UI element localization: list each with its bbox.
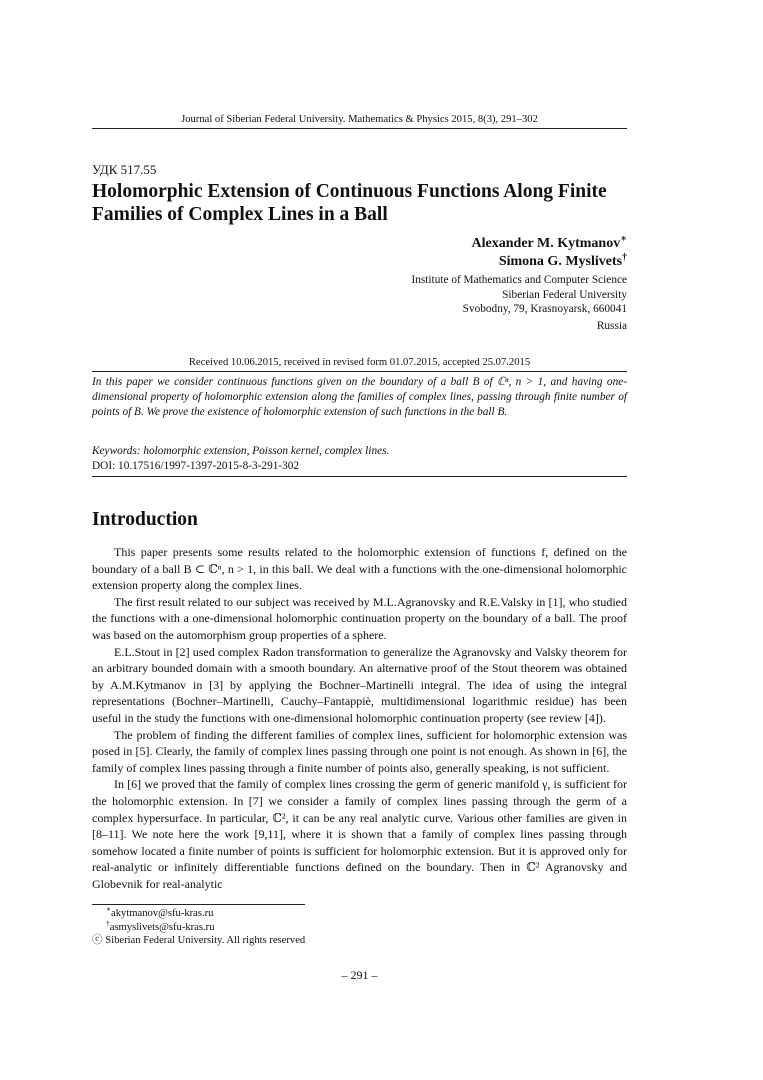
author-2-mark: †: [622, 251, 627, 263]
received-dates: Received 10.06.2015, received in revised form 01.07.2015, accepted 25.07.2015: [188, 357, 531, 368]
author-1-mark: ∗: [620, 233, 627, 245]
footnotes: [92, 904, 306, 948]
footnote-rule: [92, 904, 305, 905]
author-1-name: Alexander M. Kytmanov: [471, 236, 621, 251]
paragraph-2: The first result related to our subject was received by M.L.Agranovsky and R.E.Valsky in [1], who studied the functions with a one-dimensional holomorphic continuation property on the boundary of a ball. The proof was based on the automorphism group properties of a sphere.: [92, 594, 627, 642]
running-header: Journal of Siberian Federal University. Mathematics & Physics 2015, 8(3), 291–302: [181, 114, 538, 125]
footnote-2-mark: †: [106, 917, 110, 927]
paragraph-1: This paper presents some results related to the holomorphic extension of functions f, defined on the boundary of a ball B ⊂ ℂⁿ, n > 1, in this ball. We deal with a functions with the one-dimensional holomorphic extension property along the complex lines.: [92, 545, 627, 593]
keywords-block: [92, 444, 627, 474]
keywords: [92, 444, 627, 459]
author-2-name: Simona G. Myslivets: [498, 254, 623, 269]
keywords-text: holomorphic extension, Poisson kernel, complex lines.: [143, 445, 390, 457]
header-rule: [92, 128, 627, 129]
footnote-1-email[interactable]: akytmanov@sfu-kras.ru: [111, 908, 214, 919]
body-text: [92, 544, 627, 892]
paragraph-4: The problem of finding the different families of complex lines, sufficient for holomorphic extension was posed in [5]. Clearly, the family of complex lines passing through one point is not enough. As shown in [6], the family of complex lines passing through a finite number of points also, generally speaking, is not sufficient.: [92, 727, 627, 775]
affiliation-line-4: Russia: [596, 320, 627, 332]
author-1: [471, 233, 627, 252]
footnote-1-mark: ∗: [106, 904, 112, 914]
keywords-label: Keywords:: [92, 445, 141, 457]
footnote-2-email[interactable]: asmyslivets@sfu-kras.ru: [109, 921, 215, 933]
copyright-icon: ⓒ: [92, 935, 103, 946]
author-2: [498, 251, 627, 270]
section-title: Introduction: [92, 509, 198, 530]
abstract-top-rule: [92, 371, 627, 372]
abstract-bottom-rule: [92, 476, 627, 477]
footnote-2: [92, 917, 305, 935]
copyright: [92, 934, 305, 948]
abstract: In this paper we consider continuous functions given on the boundary of a ball B of ℂⁿ, n > 1, and having one-dimensional property of holomorphic extension along the families of complex lines, passing through finite number of points of B. We prove the existence of holomorphic extension of such functions in the ball B.: [92, 376, 627, 419]
affiliation-line-3: Svobodny, 79, Krasnoyarsk, 660041: [462, 303, 627, 315]
paragraph-5: In [6] we proved that the family of complex lines crossing the germ of generic manifold γ, is sufficient for the holomorphic extension. In [7] we consider a family of complex lines passing through the germ of a complex hypersurface. In particular, ℂ², it can be any real analytic curve. Various other families are given in [8–11]. We note here the work [9,11], where it is shown that a family of complex lines passing through somehow located a finite number of points is sufficient for holomorphic extension. But it is approved only for real-analytic or infinitely differentiable functions defined on the boundary. Then in ℂ² Agranovsky and Globevnik for real-analytic: [92, 777, 627, 891]
page-number: – 291 –: [341, 968, 378, 982]
footnote-1: [92, 904, 305, 921]
doi: DOI: 10.17516/1997-1397-2015-8-3-291-302: [92, 460, 300, 473]
udk-code: УДК 517.55: [92, 162, 157, 177]
copyright-text: Siberian Federal University. All rights reserved: [105, 935, 306, 946]
affiliation-line-1: Institute of Mathematics and Computer Science: [411, 274, 627, 286]
paragraph-3: E.L.Stout in [2] used complex Radon transformation to generalize the Agranovsky and Valsky theorem for an arbitrary bounded domain with a smooth boundary. An alternative proof of the Stout theorem was obtained by A.M.Kytmanov in [3] by applying the Bochner–Martinelli integral. The idea of using the integral representations (Bochner–Martinelli, Cauchy–Fantappiè, multidimensional logarithmic residue) has been useful in the study the functions with one-dimensional holomorphic continuation property (see review [4]).: [92, 644, 627, 725]
affiliation-line-2: Siberian Federal University: [502, 289, 627, 301]
paper-title: Holomorphic Extension of Continuous Functions Along Finite Families of Complex Lines in a Ball: [92, 181, 607, 225]
